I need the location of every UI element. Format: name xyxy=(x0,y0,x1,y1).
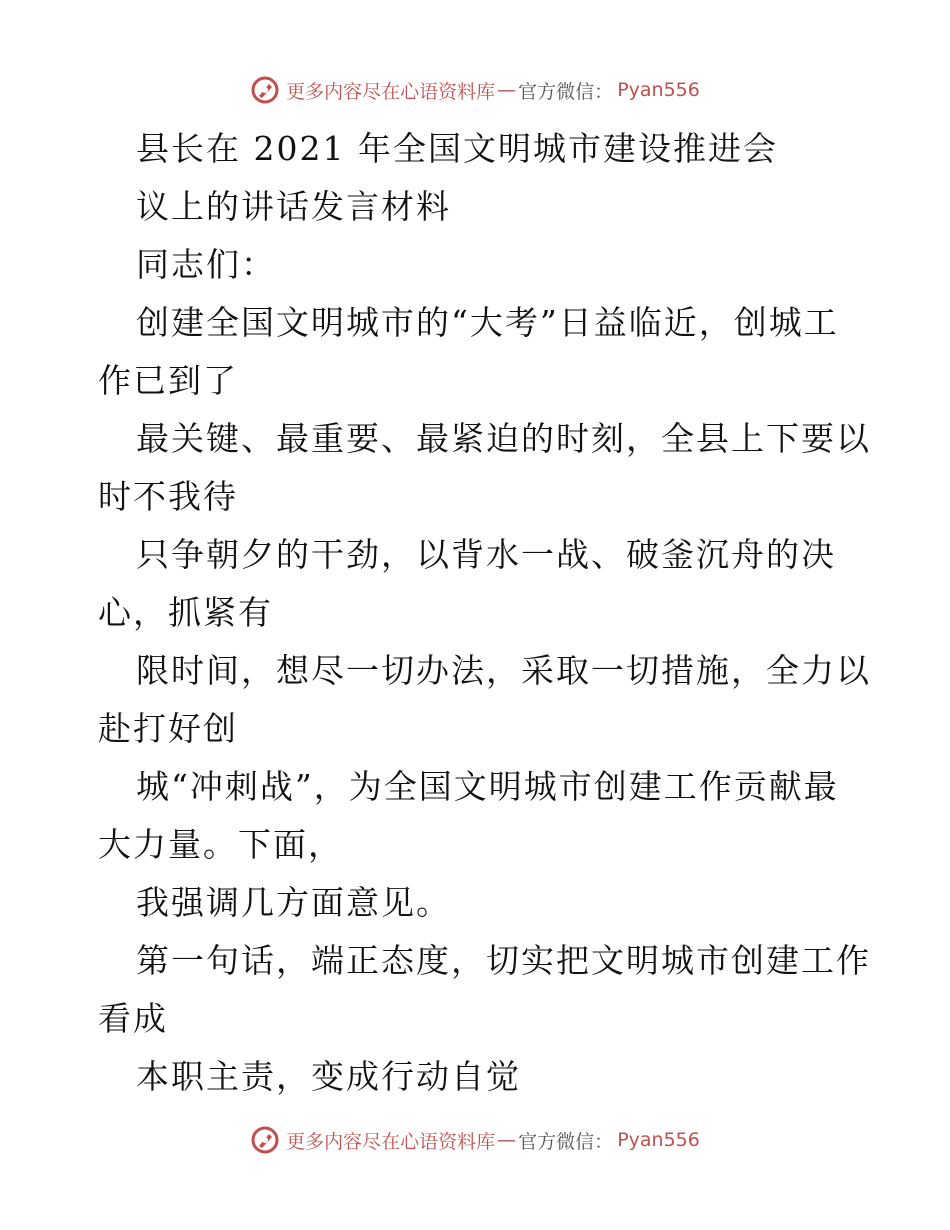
text-line: 只争朝夕的干劲，以背水一战、破釜沉舟的决 xyxy=(136,535,836,574)
text-line: 城“冲刺战”，为全国文明城市创建工作贡献最 xyxy=(136,767,839,806)
pen-logo-icon xyxy=(250,75,280,105)
text-line: 同志们： xyxy=(136,245,276,284)
text-line: 县长在 2021 年全国文明城市建设推进会 xyxy=(136,129,778,168)
footer-watermark-banner xyxy=(0,1120,950,1160)
text-line: 我强调几方面意见。 xyxy=(136,883,451,922)
banner-wechat-id: Pyan556 xyxy=(617,1129,700,1151)
banner-dash: — xyxy=(497,1129,517,1151)
text-line: 作已到了 xyxy=(98,361,238,400)
banner-wechat-id: Pyan556 xyxy=(617,79,700,101)
text-line: 第一句话，端正态度，切实把文明城市创建工作 xyxy=(136,941,871,980)
text-line: 大力量。下面， xyxy=(98,825,343,864)
text-line: 看成 xyxy=(98,999,168,1038)
header-watermark-banner xyxy=(0,70,950,110)
text-line: 心，抓紧有 xyxy=(98,593,273,632)
text-line: 议上的讲话发言材料 xyxy=(136,187,451,226)
text-line: 时不我待 xyxy=(98,477,238,516)
banner-wechat-label: 官方微信： xyxy=(518,1130,614,1153)
text-line: 赴打好创 xyxy=(98,709,238,748)
banner-text: 更多内容尽在心语资料库 xyxy=(286,80,496,103)
banner-wechat-label: 官方微信： xyxy=(518,80,614,103)
document-body xyxy=(98,120,871,1106)
text-line: 限时间，想尽一切办法，采取一切措施，全力以 xyxy=(136,651,871,690)
text-line: 最关键、最重要、最紧迫的时刻，全县上下要以 xyxy=(136,419,871,458)
text-line: 本职主责，变成行动自觉 xyxy=(136,1057,521,1096)
pen-logo-icon xyxy=(250,1125,280,1155)
banner-text: 更多内容尽在心语资料库 xyxy=(286,1130,496,1153)
banner-dash: — xyxy=(497,79,517,101)
text-line: 创建全国文明城市的“大考”日益临近，创城工 xyxy=(136,303,839,342)
